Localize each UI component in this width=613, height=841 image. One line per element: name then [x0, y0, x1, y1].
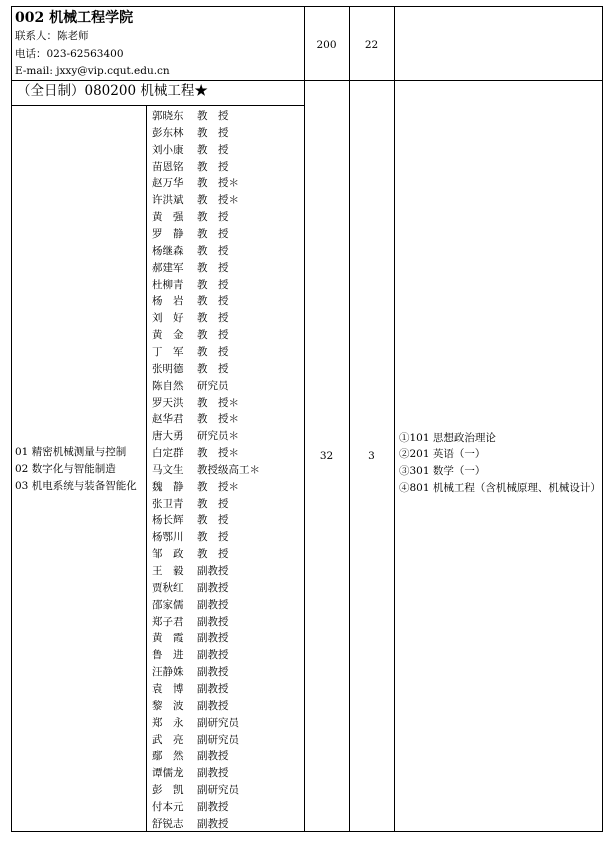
- supervisor-name: 黄 金: [152, 329, 184, 342]
- supervisor-name: 黄 强: [152, 211, 184, 224]
- supervisor-name: 杨长辉: [152, 514, 184, 527]
- supervisor-name: 杨 岩: [152, 295, 184, 308]
- supervisor-name: 杜柳青: [152, 278, 184, 291]
- supervisor-title: 教 授: [197, 514, 229, 527]
- supervisor-title: 教 授: [197, 126, 229, 139]
- supervisor-name: 付本元: [152, 800, 184, 813]
- supervisor-name: 王 毅: [152, 565, 184, 577]
- exam-item: ③301 数学（一）: [399, 465, 486, 477]
- program-header: （全日制）080200 机械工程★: [17, 83, 208, 99]
- supervisor-name: 袁 博: [152, 682, 184, 695]
- supervisor-title: 教 授＊: [197, 396, 239, 409]
- college-row-bottom-border: [11, 80, 304, 81]
- direction-item: 01 精密机械测量与控制: [15, 446, 127, 458]
- supervisor-title: 副教授: [197, 632, 229, 645]
- supervisor-title: 副教授: [197, 649, 229, 662]
- col-divider-3: [394, 6, 395, 832]
- supervisor-title: 教 授＊: [197, 194, 239, 207]
- college-quota-total: 200: [316, 39, 337, 51]
- program-quota-exempt: 3: [368, 450, 375, 462]
- supervisor-title: 副教授: [197, 800, 229, 813]
- supervisor-title: 教 授: [197, 531, 229, 544]
- supervisor-name: 邹 政: [152, 548, 184, 561]
- supervisor-title: 教 授: [197, 278, 229, 291]
- table-left-border: [11, 6, 12, 832]
- supervisor-name: 赵万华: [152, 177, 184, 190]
- supervisor-title: 教 授: [197, 228, 229, 240]
- supervisor-name: 张卫青: [152, 497, 184, 510]
- supervisor-title: 副教授: [197, 598, 229, 611]
- supervisor-title: 副教授: [197, 615, 229, 628]
- supervisor-name: 彭 凯: [152, 784, 184, 796]
- supervisor-name: 苗恩铭: [152, 160, 184, 173]
- supervisor-title: 副教授: [197, 682, 229, 695]
- col-divider-1: [304, 6, 305, 832]
- table-right-border: [602, 6, 603, 832]
- exam-item: ①101 思想政治理论: [399, 432, 496, 444]
- supervisor-title: 教 授: [197, 548, 229, 561]
- supervisor-name: 谭儒龙: [152, 767, 184, 780]
- supervisor-title: 副教授: [197, 750, 229, 763]
- supervisor-title: 教 授＊: [197, 480, 239, 493]
- supervisor-title: 副研究员: [197, 733, 239, 746]
- direction-item: 03 机电系统与装备智能化: [15, 480, 137, 492]
- supervisor-title: 教 授: [197, 160, 229, 173]
- supervisor-name: 罗 静: [152, 228, 184, 240]
- supervisor-title: 教 授: [197, 110, 229, 122]
- exam-item: ④801 机械工程（含机械原理、机械设计）: [399, 482, 601, 494]
- supervisor-name: 马文生: [152, 463, 184, 476]
- college-quota-exempt: 22: [364, 39, 379, 51]
- supervisor-name: 郑 永: [152, 716, 184, 729]
- supervisor-title: 教 授: [197, 211, 229, 224]
- supervisor-title: 教 授: [197, 329, 229, 342]
- supervisor-title: 副教授: [197, 817, 229, 830]
- supervisor-name: 赵华君: [152, 413, 184, 426]
- supervisor-title: 教 授＊: [197, 447, 239, 459]
- college-phone: 电话：023-62563400: [15, 48, 124, 60]
- supervisor-title: 教 授＊: [197, 413, 239, 426]
- supervisor-title: 教 授: [197, 143, 229, 156]
- college-title: 002 机械工程学院: [15, 10, 134, 26]
- exam-item: ②201 英语（一）: [399, 448, 486, 460]
- college-contact: 联系人：陈老师: [15, 30, 89, 42]
- supervisor-name: 郑子君: [152, 615, 184, 628]
- supervisor-title: 副教授: [197, 581, 229, 594]
- supervisor-title: 研究员＊: [197, 430, 239, 443]
- supervisor-name: 武 亮: [152, 733, 184, 746]
- supervisor-name: 贾秋红: [152, 581, 184, 594]
- supervisor-name: 唐大勇: [152, 430, 184, 443]
- supervisor-name: 白定群: [152, 447, 184, 459]
- supervisor-title: 副教授: [197, 565, 229, 577]
- program-header-bottom-border: [11, 105, 304, 106]
- supervisor-name: 张明德: [152, 362, 184, 375]
- supervisor-name: 彭东林: [152, 126, 184, 139]
- supervisor-title: 副研究员: [197, 716, 239, 729]
- supervisor-title: 副教授: [197, 666, 229, 679]
- supervisor-title: 教授级高工＊: [197, 463, 260, 476]
- supervisor-name: 刘 好: [152, 312, 184, 325]
- supervisor-title: 副教授: [197, 767, 229, 780]
- table-top-border: [11, 6, 603, 7]
- supervisor-title: 教 授: [197, 345, 229, 358]
- supervisor-name: 郝建军: [152, 261, 184, 274]
- supervisor-name: 陈自然: [152, 379, 184, 392]
- supervisor-name: 舒锐志: [152, 817, 184, 830]
- supervisor-title: 教 授: [197, 295, 229, 308]
- supervisor-title: 副研究员: [197, 784, 239, 796]
- supervisor-title: 教 授: [197, 362, 229, 375]
- college-email: E-mail: jxxy@vip.cqut.edu.cn: [15, 65, 170, 77]
- supervisor-title: 教 授: [197, 312, 229, 325]
- supervisor-title: 教 授: [197, 497, 229, 510]
- supervisor-name: 杨继森: [152, 244, 184, 257]
- supervisor-name: 魏 静: [152, 480, 184, 493]
- supervisor-name: 刘小康: [152, 143, 184, 156]
- program-quota-total: 32: [319, 450, 334, 462]
- table-bottom-border: [11, 831, 603, 832]
- supervisor-name: 杨鄂川: [152, 531, 184, 544]
- supervisor-name: 罗天洪: [152, 396, 184, 409]
- supervisor-name: 鄢 然: [152, 750, 184, 763]
- supervisor-title: 教 授: [197, 261, 229, 274]
- supervisor-title: 教 授＊: [197, 177, 239, 190]
- supervisor-title: 研究员: [197, 379, 229, 392]
- direction-item: 02 数字化与智能制造: [15, 463, 116, 475]
- supervisor-name: 鲁 进: [152, 649, 184, 662]
- supervisor-name: 许洪斌: [152, 194, 184, 207]
- directions-supervisor-divider: [146, 105, 147, 832]
- col-divider-2: [349, 6, 350, 832]
- supervisor-name: 黄 霞: [152, 632, 184, 645]
- supervisor-name: 汪静姝: [152, 666, 184, 679]
- supervisor-name: 黎 波: [152, 699, 184, 712]
- supervisor-name: 邵家儒: [152, 598, 184, 611]
- supervisor-name: 郭晓东: [152, 110, 184, 122]
- supervisor-title: 教 授: [197, 244, 229, 257]
- supervisor-name: 丁 军: [152, 345, 184, 358]
- supervisor-title: 副教授: [197, 699, 229, 712]
